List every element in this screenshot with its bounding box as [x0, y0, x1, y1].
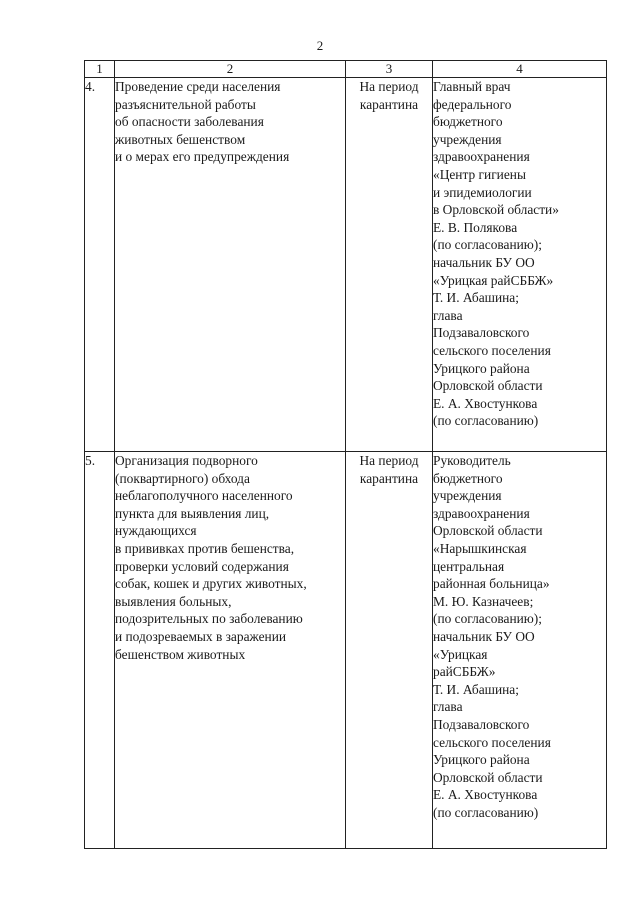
- cell-text-line: Е. А. Хвостункова: [433, 787, 538, 803]
- cell-text-line: глава: [433, 699, 463, 715]
- cell-text-line: «Урицкая райСББЖ»: [433, 272, 554, 288]
- table-row: [85, 78, 607, 452]
- cell-text-line: На период: [359, 79, 419, 94]
- cell-text-line: в прививках против бешенства,: [115, 540, 295, 556]
- cell-text-line: проверки условий содержания: [115, 558, 289, 574]
- table-header-row: [85, 61, 607, 78]
- measures-table: [84, 60, 607, 849]
- cell-text-line: «Нарышкинская: [433, 540, 527, 556]
- cell-text-line: учреждения: [433, 131, 502, 147]
- cell-text-line: Е. В. Полякова: [433, 219, 518, 235]
- cell-text-line: и о мерах его предупреждения: [115, 149, 290, 165]
- cell-text-line: сельского поселения: [433, 342, 551, 358]
- cell-text-line: сельского поселения: [433, 734, 551, 750]
- cell-text-line: (поквартирного) обхода: [115, 470, 250, 486]
- cell-text-line: Орловской области: [433, 769, 543, 785]
- cell-text-line: райСББЖ»: [433, 664, 496, 680]
- header-cell-4: 4: [433, 61, 607, 78]
- cell-text-line: здравоохранения: [433, 505, 530, 521]
- cell-text-line: и подозреваемых в заражении: [115, 628, 287, 644]
- cell-text-line: бюджетного: [433, 470, 503, 486]
- responsible-cell: [433, 78, 607, 452]
- cell-text-line: Подзаваловского: [433, 716, 530, 732]
- cell-text-line: Е. А. Хвостункова: [433, 395, 538, 411]
- cell-text-line: Т. И. Абашина;: [433, 290, 519, 306]
- header-cell-2: 2: [115, 61, 346, 78]
- cell-text-line: (по согласованию);: [433, 611, 542, 627]
- responsible-cell: [433, 452, 607, 849]
- cell-text-line: На период: [359, 453, 419, 468]
- cell-text-line: собак, кошек и других животных,: [115, 576, 307, 592]
- cell-text-line: выявления больных,: [115, 593, 232, 609]
- cell-text-line: животных бешенством: [115, 131, 246, 147]
- cell-text-line: Орловской области: [433, 523, 543, 539]
- cell-text-line: глава: [433, 307, 463, 323]
- cell-text-line: разъяснительной работы: [115, 96, 256, 112]
- cell-text-line: Урицкого района: [433, 752, 530, 768]
- cell-text-line: М. Ю. Казначеев;: [433, 593, 534, 609]
- cell-text-line: Орловской области: [433, 378, 543, 394]
- cell-text-line: центральная: [433, 558, 505, 574]
- cell-text-line: учреждения: [433, 488, 502, 504]
- cell-text-line: (по согласованию): [433, 413, 539, 429]
- row-number: 5.: [85, 452, 115, 849]
- cell-text-line: и эпидемиологии: [433, 184, 532, 200]
- cell-text-line: карантина: [359, 96, 419, 112]
- period-cell: [346, 452, 433, 849]
- cell-text-line: (по согласованию);: [433, 237, 542, 253]
- cell-text-line: бешенством животных: [115, 646, 246, 662]
- header-cell-1: 1: [85, 61, 115, 78]
- row-number: 4.: [85, 78, 115, 452]
- cell-text-line: об опасности заболевания: [115, 114, 264, 130]
- cell-text-line: в Орловской области»: [433, 202, 559, 218]
- period-cell: [346, 78, 433, 452]
- cell-text-line: Организация подворного: [115, 453, 258, 468]
- cell-text-line: Главный врач: [433, 79, 511, 94]
- cell-text-line: неблагополучного населенного: [115, 488, 293, 504]
- cell-text-line: начальник БУ ОО: [433, 628, 535, 644]
- cell-text-line: Проведение среди населения: [115, 79, 281, 94]
- cell-text-line: карантина: [359, 470, 419, 486]
- page-number: 2: [316, 38, 324, 53]
- header-cell-3: 3: [346, 61, 433, 78]
- cell-text-line: Т. И. Абашина;: [433, 681, 519, 697]
- cell-text-line: «Центр гигиены: [433, 166, 526, 182]
- cell-text-line: (по согласованию): [433, 804, 539, 820]
- cell-text-line: районная больница»: [433, 576, 550, 592]
- cell-text-line: «Урицкая: [433, 646, 488, 662]
- cell-text-line: нуждающихся: [115, 523, 197, 539]
- cell-text-line: подозрительных по заболеванию: [115, 611, 303, 627]
- table-row: [85, 452, 607, 849]
- cell-text-line: федерального: [433, 96, 512, 112]
- measure-cell: [115, 452, 346, 849]
- measure-cell: [115, 78, 346, 452]
- cell-text-line: бюджетного: [433, 114, 503, 130]
- cell-text-line: пункта для выявления лиц,: [115, 505, 270, 521]
- cell-text-line: здравоохранения: [433, 149, 530, 165]
- cell-text-line: начальник БУ ОО: [433, 254, 535, 270]
- cell-text-line: Руководитель: [433, 453, 511, 468]
- cell-text-line: Подзаваловского: [433, 325, 530, 341]
- cell-text-line: Урицкого района: [433, 360, 530, 376]
